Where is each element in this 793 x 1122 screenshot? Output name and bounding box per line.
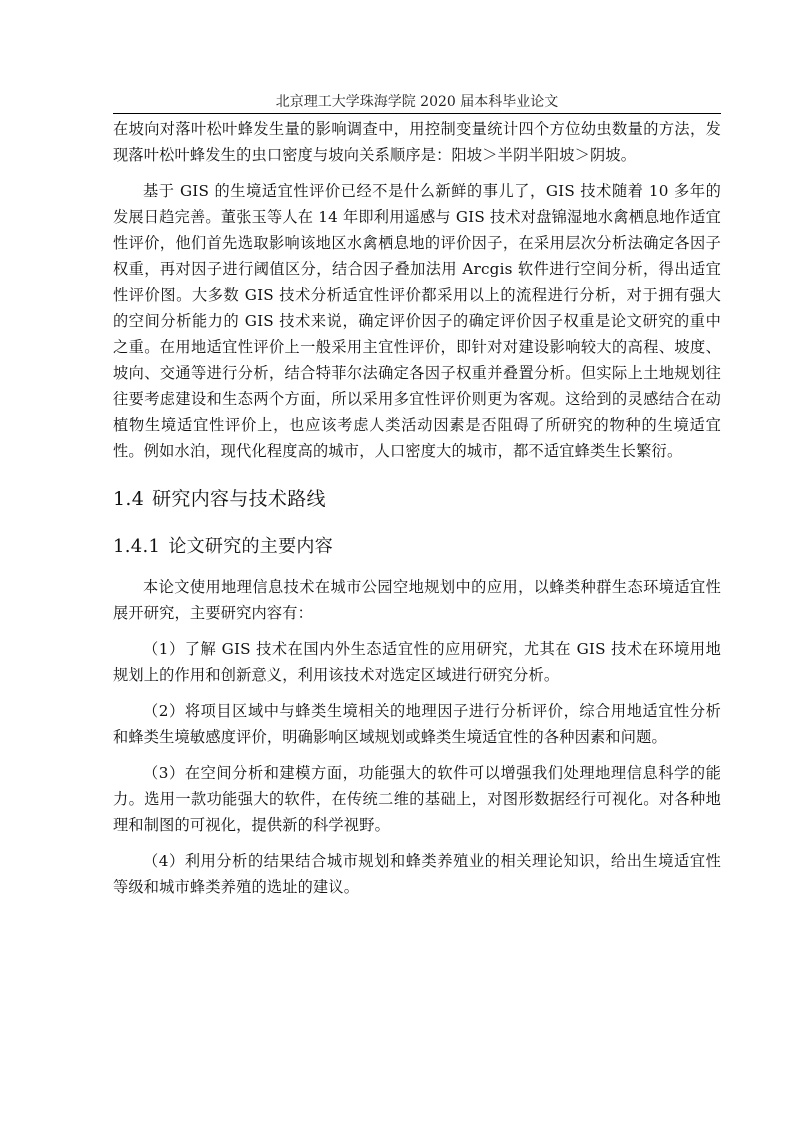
running-header: 北京理工大学珠海学院 2020 届本科毕业论文 <box>275 94 559 110</box>
section-title: 研究内容与技术路线 <box>152 488 326 510</box>
page-body <box>113 116 721 900</box>
list-item-3: （3）在空间分析和建模方面，功能强大的软件可以增强我们处理地理信息科学的能力。选用一款功能强大的软件，在传统二维的基础上，对图形数据经行可视化。对各种地理和制图的可视化，提供新的科学视野。 <box>113 764 721 834</box>
section-number: 1.4 <box>113 488 145 510</box>
list-item-4: （4）利用分析的结果结合城市规划和蜂类养殖业的相关理论知识，给出生境适宜性等级和城市蜂类养殖的选址的建议。 <box>113 852 721 896</box>
subsection-heading-1-4-1 <box>113 534 721 560</box>
paragraph-gis-suitability: 基于 GIS 的生境适宜性评价已经不是什么新鲜的事儿了，GIS 技术随着 10 多年的发展日趋完善。董张玉等人在 14 年即利用遥感与 GIS 技术对盘锦湿地水禽栖息地作适宜性评价，他们首先选取影响该地区水禽栖息地的评价因子，在采用层次分析法确定各因子权重，再对因子进行阈值区分，结合因子叠加法用 Arcgis 软件进行空间分析，得出适宜性评价图。大多数 GIS 技术分析适宜性评价都采用以上的流程进行分析，对于拥有强大的空间分析能力的 GIS 技术来说，确定评价因子的确定评价因子权重是论文研究的重中之重。在用地适宜性评价上一般采用主宜性评价，即针对对建设影响较大的高程、坡度、坡向、交通等进行分析，结合特菲尔法确定各因子权重并叠置分析。但实际上土地规划往往要考虑建设和生态两个方面，所以采用多宜性评价则更为客观。这给到的灵感结合在动植物生境适宜性评价上，也应该考虑人类活动因素是否阻碍了所研究的物种的生境适宜性。例如水泊，现代化程度高的城市，人口密度大的城市，都不适宜蜂类生长繁衍。 <box>113 182 721 460</box>
section-heading-1-4 <box>113 486 721 512</box>
subsection-number: 1.4.1 <box>113 536 161 557</box>
list-item-2: （2）将项目区域中与蜂类生境相关的地理因子进行分析评价，综合用地适宜性分析和蜂类生境敏感度评价，明确影响区域规划或蜂类生境适宜性的各种因素和问题。 <box>113 702 721 746</box>
header-rule <box>113 113 721 114</box>
subsection-title: 论文研究的主要内容 <box>168 536 334 557</box>
paragraph-continuation: 在坡向对落叶松叶蜂发生量的影响调查中，用控制变量统计四个方位幼虫数量的方法，发现落叶松叶蜂发生的虫口密度与坡向关系顺序是：阳坡＞半阴半阳坡＞阴坡。 <box>113 120 721 164</box>
list-item-1: （1）了解 GIS 技术在国内外生态适宜性的应用研究，尤其在 GIS 技术在环境用地规划上的作用和创新意义，利用该技术对选定区域进行研究分析。 <box>113 640 721 684</box>
paragraph-intro: 本论文使用地理信息技术在城市公园空地规划中的应用，以蜂类种群生态环境适宜性展开研究，主要研究内容有： <box>113 578 721 622</box>
